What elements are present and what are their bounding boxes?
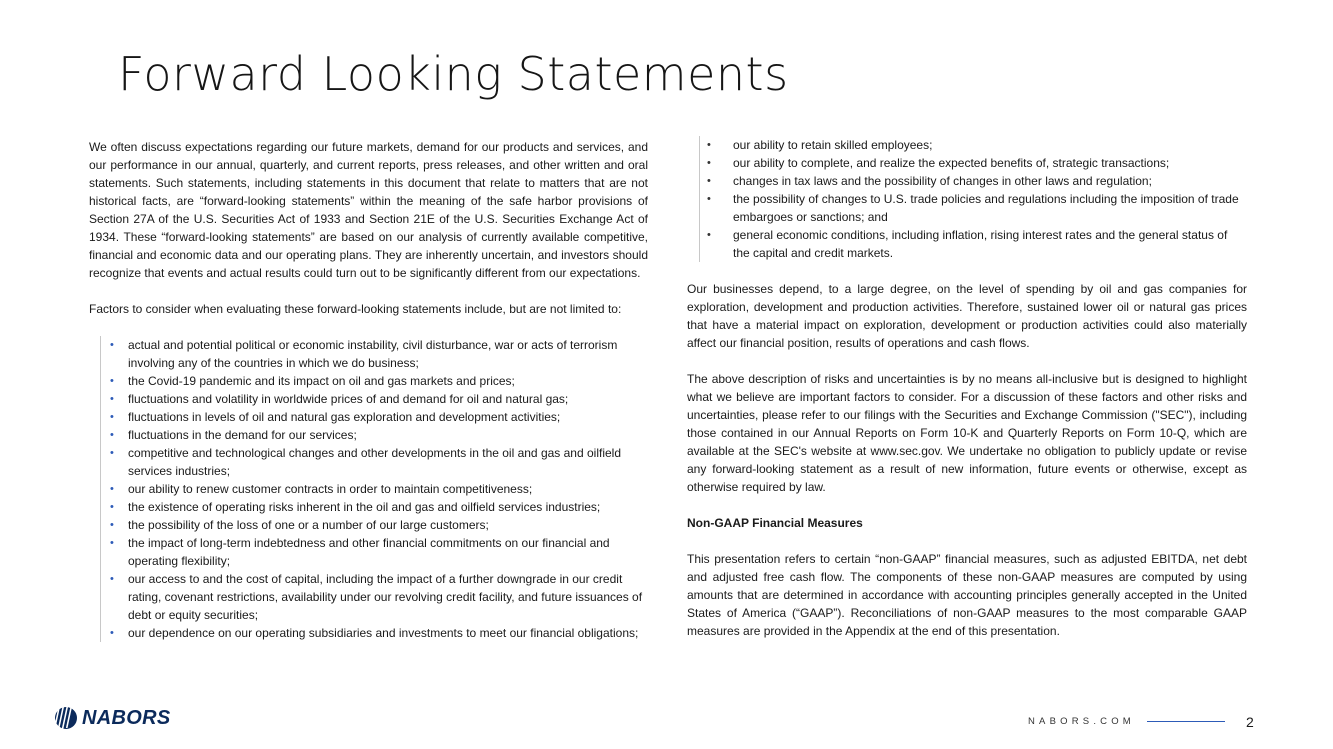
page-number: 2 [1246,714,1254,730]
list-item: • the Covid-19 pandemic and its impact on oil and gas markets and prices; [128,372,648,390]
logo-wordmark: NABORS [82,707,171,729]
list-item: • the possibility of the loss of one or a number of our large customers; [128,516,648,534]
list-item: • our ability to complete, and realize the expected benefits of, strategic transactions; [733,154,1247,172]
list-item: • general economic conditions, including inflation, rising interest rates and the general status of the capital and credit markets. [733,226,1247,262]
list-item: • the possibility of changes to U.S. trade policies and regulations including the imposition of trade embargoes or sanctions; and [733,190,1247,226]
list-item: • our dependence on our operating subsidiaries and investments to meet our financial obligations; [128,624,648,642]
non-gaap-heading: Non-GAAP Financial Measures [687,516,863,530]
website-url: NABORS.COM [1028,716,1135,727]
risk-factor-list-continued [699,136,1247,262]
left-column [89,138,648,642]
factors-paragraph: Factors to consider when evaluating these forward-looking statements include, but are not limited to: [89,302,622,316]
page-title: Forward Looking Statements [118,47,789,101]
list-item: • fluctuations in the demand for our services; [128,426,648,444]
nabors-logo [54,706,170,730]
spacer [687,532,1247,550]
list-item: • our access to and the cost of capital, including the impact of a further downgrade in our credit rating, covenant restrictions, availability under our revolving credit facility, and future issuances of debt or equity securities; [128,570,648,624]
list-item: • our ability to renew customer contracts in order to maintain competitiveness; [128,480,648,498]
list-item: • the impact of long-term indebtedness and other financial commitments on our financial and operating flexibility; [128,534,648,570]
risks-paragraph: The above description of risks and uncertainties is by no means all-inclusive but is designed to highlight what we believe are important factors to consider. For a discussion of these factors and other risks and uncertainties, please refer to our filings with the Securities and Exchange Commission ("SEC"), including those contained in our Annual Reports on Form 10-K and Quarterly Reports on Form 10-Q, which are available at the SEC's website at www.sec.gov. We undertake no obligation to publicly update or revise any forward-looking statement as a result of new information, future events or otherwise, except as otherwise required by law. [687,372,1247,494]
spacer [687,496,1247,514]
list-item: • fluctuations in levels of oil and natural gas exploration and development activities; [128,408,648,426]
list-item: • actual and potential political or economic instability, civil disturbance, war or acts of terrorism involving any of the countries in which we do business; [128,336,648,372]
intro-paragraph: We often discuss expectations regarding our future markets, demand for our products and services, and our performance in our annual, quarterly, and current reports, press releases, and other written and oral statements. Such statements, including statements in this document that relate to matters that are not historical facts, are “forward-looking statements” within the meaning of the safe harbor provisions of Section 27A of the U.S. Securities Act of 1933 and Section 21E of the U.S. Securities Exchange Act of 1934. These “forward-looking statements” are based on our analysis of currently available competitive, financial and economic data and our operating plans. They are inherently uncertain, and investors should recognize that events and actual results could turn out to be significantly different from our expectations. [89,140,648,280]
list-item: • the existence of operating risks inherent in the oil and gas and oilfield services industries; [128,498,648,516]
spacer [687,352,1247,370]
spacer [89,282,648,300]
footer-divider [1147,721,1225,722]
nabors-logo-mark-icon [54,706,78,730]
risk-factor-list [100,336,648,642]
right-column [687,138,1247,640]
list-item: • fluctuations and volatility in worldwide prices of and demand for oil and natural gas; [128,390,648,408]
spacer [89,318,648,336]
non-gaap-paragraph: This presentation refers to certain “non-GAAP” financial measures, such as adjusted EBITDA, net debt and adjusted free cash flow. The components of these non-GAAP measures are computed by using amounts that are determined in accordance with accounting principles generally accepted in the United States of America (“GAAP”). Reconciliations of non-GAAP measures to the most comparable GAAP measures are provided in the Appendix at the end of this presentation. [687,552,1247,638]
list-item: • our ability to retain skilled employees; [733,136,1247,154]
list-item: • competitive and technological changes and other developments in the oil and gas and oilfield services industries; [128,444,648,480]
spending-paragraph: Our businesses depend, to a large degree, on the level of spending by oil and gas companies for exploration, development and production activities. Therefore, sustained lower oil or natural gas prices that have a material impact on exploration, development or production activities could also materially affect our financial position, results of operations and cash flows. [687,282,1247,350]
spacer [687,262,1247,280]
list-item: • changes in tax laws and the possibility of changes in other laws and regulation; [733,172,1247,190]
